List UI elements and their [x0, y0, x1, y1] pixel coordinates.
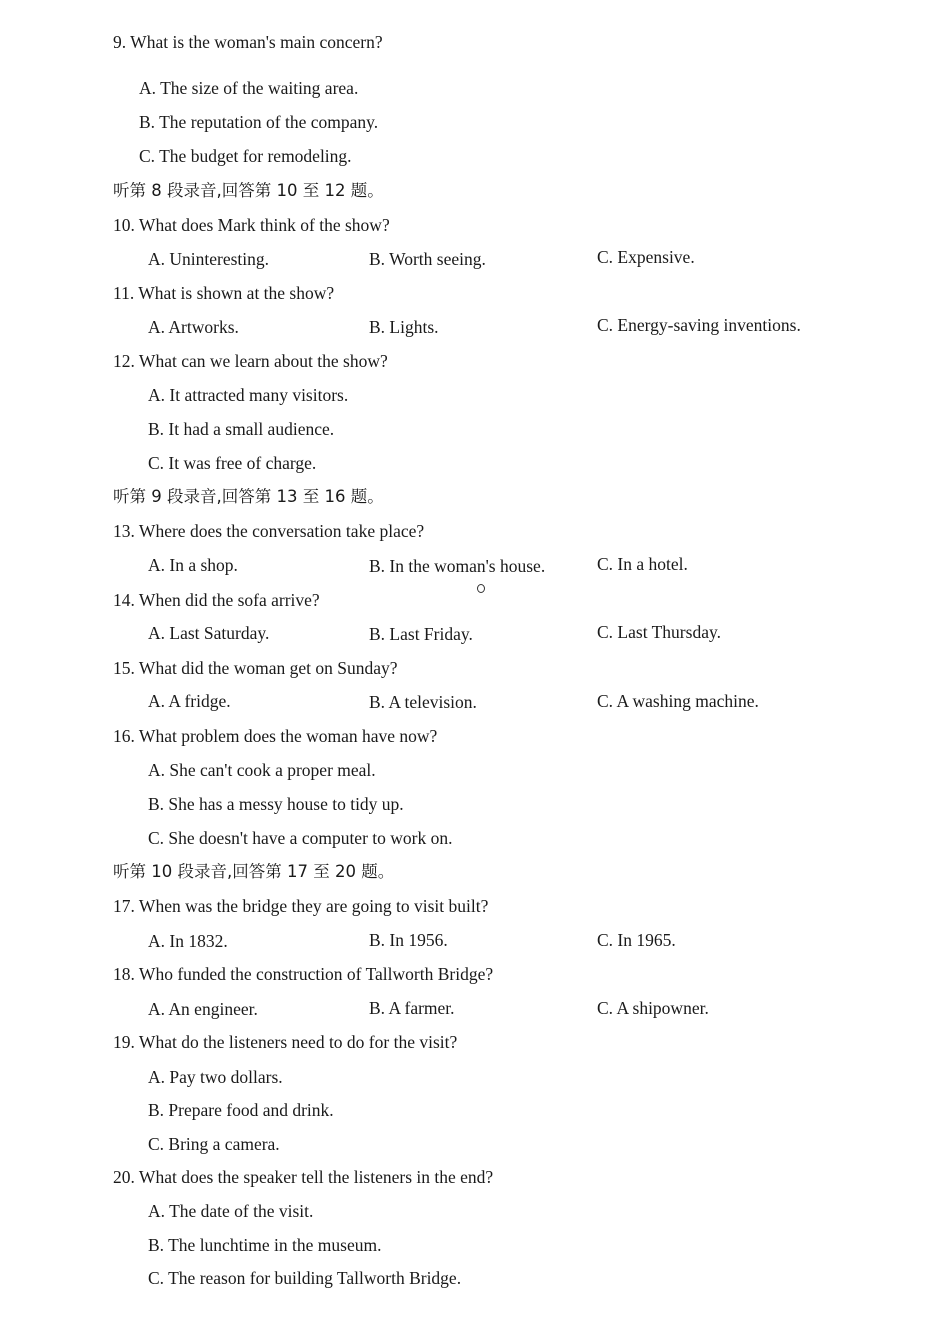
q20-option-b: B. The lunchtime in the museum. [148, 1235, 382, 1255]
question-9-text: 9. What is the woman's main concern? [113, 32, 383, 52]
q10-option-c: C. Expensive. [597, 247, 695, 267]
q20-option-c: C. The reason for building Tallworth Bridge. [148, 1268, 462, 1288]
q13-option-c: C. In a hotel. [597, 554, 688, 574]
section-9-heading: 听第 9 段录音,回答第 13 至 16 题。 [113, 487, 384, 506]
q12-option-a: A. It attracted many visitors. [148, 385, 349, 405]
q11-option-b: B. Lights. [369, 317, 439, 337]
q16-option-c: C. She doesn't have a computer to work on. [148, 828, 453, 848]
q18-option-b: B. A farmer. [369, 998, 455, 1018]
q16-option-a: A. She can't cook a proper meal. [148, 760, 376, 780]
q18-option-c: C. A shipowner. [597, 998, 709, 1018]
q19-option-b: B. Prepare food and drink. [148, 1100, 334, 1120]
q19-option-c: C. Bring a camera. [148, 1134, 280, 1154]
section-8-heading: 听第 8 段录音,回答第 10 至 12 题。 [113, 181, 384, 200]
stray-mark [477, 584, 485, 593]
question-19-text: 19. What do the listeners need to do for the visit? [113, 1032, 458, 1052]
section-10-heading: 听第 10 段录音,回答第 17 至 20 题。 [113, 862, 395, 881]
q20-option-a: A. The date of the visit. [148, 1201, 314, 1221]
question-10-text: 10. What does Mark think of the show? [113, 215, 390, 235]
question-17-text: 17. When was the bridge they are going to visit built? [113, 896, 489, 916]
q9-option-a: A. The size of the waiting area. [139, 78, 359, 98]
question-9-cut-off [113, 32, 453, 64]
q11-option-c: C. Energy-saving inventions. [597, 315, 801, 335]
q16-option-b: B. She has a messy house to tidy up. [148, 794, 404, 814]
q13-option-a: A. In a shop. [148, 555, 238, 575]
q17-option-b: B. In 1956. [369, 930, 448, 950]
q14-option-c: C. Last Thursday. [597, 622, 721, 642]
q10-option-a: A. Uninteresting. [148, 249, 270, 269]
q9-option-b: B. The reputation of the company. [139, 112, 379, 132]
question-13-text: 13. Where does the conversation take place? [113, 521, 425, 541]
q9-option-c: C. The budget for remodeling. [139, 146, 352, 166]
question-14-text: 14. When did the sofa arrive? [113, 590, 320, 610]
q13-option-b: B. In the woman's house. [369, 556, 546, 576]
q19-option-a: A. Pay two dollars. [148, 1067, 283, 1087]
q17-option-a: A. In 1832. [148, 931, 228, 951]
q10-option-b: B. Worth seeing. [369, 249, 486, 269]
q14-option-a: A. Last Saturday. [148, 623, 270, 643]
q12-option-c: C. It was free of charge. [148, 453, 317, 473]
question-16-text: 16. What problem does the woman have now? [113, 726, 438, 746]
q15-option-c: C. A washing machine. [597, 691, 759, 711]
q11-option-a: A. Artworks. [148, 317, 239, 337]
question-20-text: 20. What does the speaker tell the listeners in the end? [113, 1167, 494, 1187]
q17-option-c: C. In 1965. [597, 930, 676, 950]
q12-option-b: B. It had a small audience. [148, 419, 335, 439]
question-18-text: 18. Who funded the construction of Tallworth Bridge? [113, 964, 494, 984]
question-12-text: 12. What can we learn about the show? [113, 351, 388, 371]
question-11-text: 11. What is shown at the show? [113, 283, 335, 303]
q15-option-a: A. A fridge. [148, 691, 231, 711]
q15-option-b: B. A television. [369, 692, 477, 712]
question-15-text: 15. What did the woman get on Sunday? [113, 658, 398, 678]
q18-option-a: A. An engineer. [148, 999, 258, 1019]
q14-option-b: B. Last Friday. [369, 624, 473, 644]
